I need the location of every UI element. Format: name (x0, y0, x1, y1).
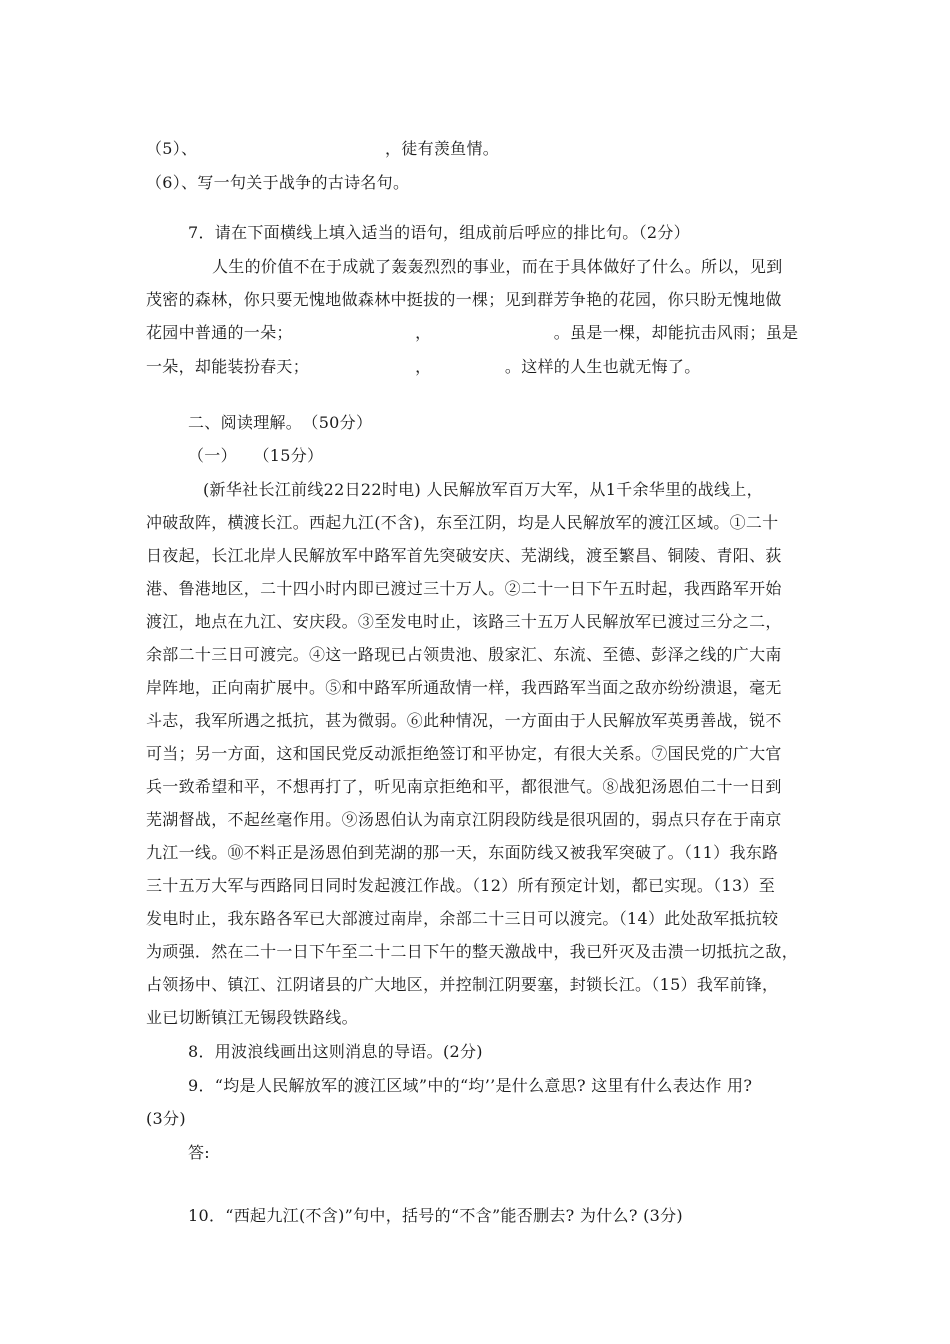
news-paragraph-line-16: 占领扬中、镇江、江阴诸县的广大地区，并控制江阴要塞，封锁长江。（15）我军前锋， (146, 975, 779, 994)
news-paragraph-line-6: 余部二十三日可渡完。④这一路现已占领贵池、殷家汇、东流、至德、彭泽之线的广大南 (146, 645, 782, 664)
news-paragraph-line-2: 冲破敌阵，横渡长江。西起九江(不含)，东至江阴，均是人民解放军的渡江区域。①二十 (146, 513, 779, 532)
question-9-line-2: (3分) (146, 1109, 186, 1128)
news-paragraph-line-12: 九江一线。⑩不料正是汤恩伯到芜湖的那一天，东面防线又被我军突破了。（11）我东路 (146, 843, 779, 862)
question-6-6-line: （6）、写一句关于战争的古诗名句。 (146, 173, 410, 192)
news-paragraph-line-15: 为顽强．然在二十一日下午至二十二日下午的整天激战中，我已歼灭及击溃一切抵抗之敌， (146, 942, 799, 961)
news-paragraph-line-13: 三十五万大军与西路同日同时发起渡江作战。（12）所有预定计划，都已实现。（13）至 (146, 876, 776, 895)
question-7-text-line-3: 花园中普通的一朵； ， 。虽是一棵，却能抗击风雨；虽是 (146, 323, 799, 342)
question-8: 8．用波浪线画出这则消息的导语。(2分) (188, 1042, 483, 1061)
news-paragraph-line-3: 日夜起，长江北岸人民解放军中路军首先突破安庆、芜湖线，渡至繁昌、铜陵、青阳、荻 (146, 546, 782, 565)
news-paragraph-line-17: 业已切断镇江无锡段铁路线。 (146, 1008, 358, 1027)
news-paragraph-line-1: (新华社长江前线22日22时电) 人民解放军百万大军，从1千余华里的战线上， (203, 480, 763, 499)
news-paragraph-line-4: 港、鲁港地区，二十四小时内即已渡过三十万人。②二十一日下午五时起，我西路军开始 (146, 579, 782, 598)
question-9-line-1: 9．“均是人民解放军的渡江区域”中的“均’’是什么意思? 这里有什么表达作 用? (188, 1076, 753, 1095)
news-paragraph-line-11: 芜湖督战，不起丝毫作用。⑨汤恩伯认为南京江阴段防线是很巩固的，弱点只存在于南京 (146, 810, 782, 829)
question-7-text-line-4: 一朵，却能装扮春天； ， 。这样的人生也就无悔了。 (146, 357, 701, 376)
news-paragraph-line-7: 岸阵地，正向南扩展中。⑤和中路军所通敌情一样，我西路军当面之敌亦纷纷溃退，毫无 (146, 678, 782, 697)
question-7-text-line-2: 茂密的森林，你只要无愧地做森林中挺拔的一棵；见到群芳争艳的花园，你只盼无愧地做 (146, 290, 782, 309)
news-paragraph-line-9: 可当；另一方面，这和国民党反动派拒绝签订和平协定，有很大关系。⑦国民党的广大官 (146, 744, 782, 763)
subsection-1-heading: （一） （15分） (188, 446, 324, 465)
news-paragraph-line-14: 发电时止，我东路各军已大部渡过南岸，余部二十三日可以渡完。（14）此处敌军抵抗较 (146, 909, 779, 928)
news-paragraph-line-8: 斗志，我军所遇之抵抗，甚为微弱。⑥此种情况，一方面由于人民解放军英勇善战，锐不 (146, 711, 782, 730)
section-2-heading: 二、阅读理解。 （50分） (188, 413, 373, 432)
news-paragraph-line-5: 渡江，地点在九江、安庆段。③至发电时止，该路三十五万人民解放军已渡过三分之二， (146, 612, 782, 631)
news-paragraph-line-10: 兵一致希望和平，不想再打了，听见南京拒绝和平，都很泄气。⑧战犯汤恩伯二十一日到 (146, 777, 782, 796)
question-10: 10．“西起九江(不含)”句中，括号的“不含”能否删去? 为什么? (3分) (188, 1206, 683, 1225)
answer-label: 答: (188, 1143, 210, 1162)
question-7-heading: 7．请在下面横线上填入适当的语句，组成前后呼应的排比句。（2分） (188, 223, 690, 242)
question-7-text-line-1: 人生的价值不在于成就了轰轰烈烈的事业，而在于具体做好了什么。所以，见到 (212, 257, 783, 276)
question-6-5-line: （5）、 ，徒有羡鱼情。 (146, 139, 500, 158)
